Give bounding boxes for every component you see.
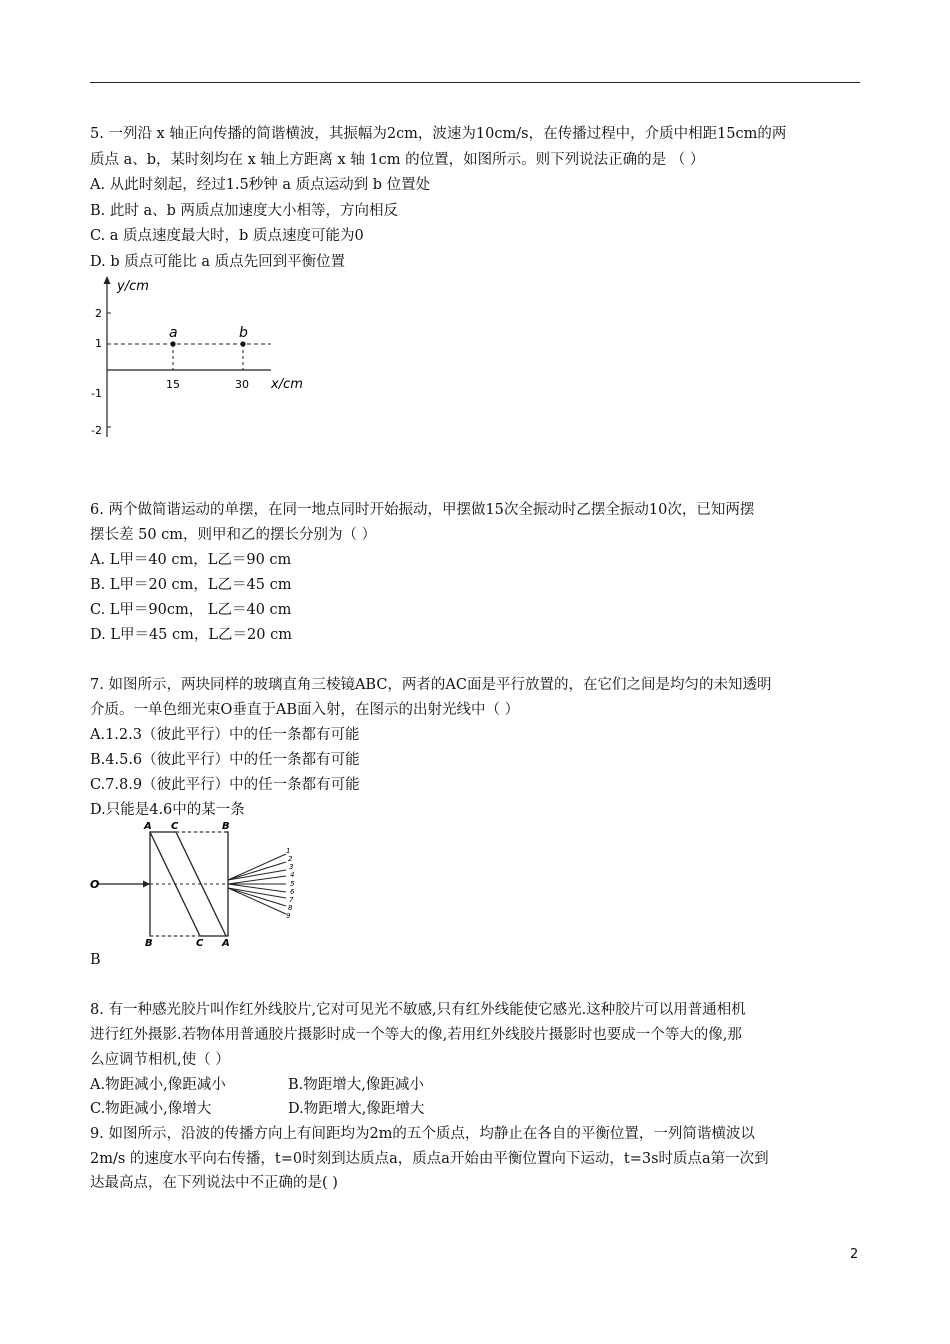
q7-option-b: B.4.5.6（彼此平行）中的任一条都有可能 [90,752,360,768]
q8-option-b: B.物距增大,像距减小 [288,1077,424,1093]
q6-option-b: B. L甲＝20 cm，L乙＝45 cm [90,577,292,593]
q5-y-tick-1: 1 [95,337,102,350]
q6-stem-line2: 摆长差 50 cm，则甲和乙的摆长分别为（ ） [90,527,377,543]
q7-label-bottom-b: B [145,938,153,948]
page-number: 2 [850,1247,859,1262]
q5-y-tick-minus1: -1 [91,387,102,400]
q7-stem-line1: 7. 如图所示，两块同样的玻璃直角三棱镜ABC，两者的AC面是平行放置的，在它们之间是均匀的未知透明 [90,677,772,693]
q7-ray-1: 1 [286,847,291,855]
q8-option-c: C.物距减小,像增大 [90,1101,212,1117]
q5-wave-figure [85,272,325,447]
q7-ray-8: 8 [288,904,293,912]
q8-stem-line3: 么应调节相机,使（ ） [90,1052,230,1068]
q5-stem-line2: 质点 a、b，某时刻均在 x 轴上方距离 x 轴 1cm 的位置，如图所示。则下列说法正确的是 （ ） [90,152,705,168]
q6-option-c: C. L甲＝90cm， L乙＝40 cm [90,602,292,618]
q7-ray-4: 4 [290,871,295,879]
q5-point-b [240,341,245,346]
q7-ray-2: 2 [288,855,293,863]
q9-stem-line1: 9. 如图所示，沿波的传播方向上有间距均为2m的五个质点，均静止在各自的平衡位置，一列简谐横波以 [90,1126,755,1142]
q5-option-d: D. b 质点可能比 a 质点先回到平衡位置 [90,254,346,270]
q5-option-c: C. a 质点速度最大时，b 质点速度可能为0 [90,228,364,244]
q8-stem-line2: 进行红外摄影.若物体用普通胶片摄影时成一个等大的像,若用红外线胶片摄影时也要成一个等大的像,那 [90,1027,742,1043]
q5-option-b: B. 此时 a、b 两质点加速度大小相等，方向相反 [90,203,399,219]
q9-stem-line3: 达最高点，在下列说法中不正确的是( ) [90,1175,338,1191]
q7-ray-9: 9 [286,912,291,920]
q7-label-top-a: A [144,821,152,832]
q5-option-a: A. 从此时刻起，经过1.5秒钟 a 质点运动到 b 位置处 [90,177,431,193]
q7-label-bottom-a: A [222,938,230,948]
q5-x-axis-label: x/cm [271,377,303,392]
q7-stem-line2: 介质。一单色细光束O垂直于AB面入射，在图示的出射光线中（ ） [90,702,520,718]
q5-point-a [170,341,175,346]
q7-option-d: D.只能是4.6中的某一条 [90,802,245,818]
q7-ray-7: 7 [289,896,294,904]
q5-x-tick-15: 15 [166,378,180,391]
q7-ray-5: 5 [290,880,295,888]
q6-stem-line1: 6. 两个做简谐运动的单摆，在同一地点同时开始振动，甲摆做15次全振动时乙摆全振动10次，已知两摆 [90,502,755,518]
q7-answer: B [90,952,101,968]
q9-stem-line2: 2m/s 的速度水平向右传播，t=0时刻到达质点a，质点a开始由平衡位置向下运动，t=3s时质点a第一次到 [90,1151,769,1167]
q5-stem-line1: 5. 一列沿 x 轴正向传播的简谐横波，其振幅为2cm，波速为10cm/s，在传播过程中，介质中相距15cm的两 [90,126,787,142]
q6-option-a: A. L甲＝40 cm，L乙＝90 cm [90,552,292,568]
q8-option-a: A.物距减小,像距减小 [90,1077,226,1093]
q8-option-d: D.物距增大,像距增大 [288,1101,425,1117]
q5-y-tick-minus2: -2 [91,424,102,437]
q5-y-tick-2: 2 [95,307,102,320]
q5-y-axis-label: y/cm [117,279,149,294]
q7-ray-6: 6 [290,888,295,896]
q7-label-bottom-c: C [196,938,204,948]
q7-option-c: C.7.8.9（彼此平行）中的任一条都有可能 [90,777,360,793]
q8-stem-line1: 8. 有一种感光胶片叫作红外线胶片,它对可见光不敏感,只有红外线能使它感光.这种胶片可以用普通相机 [90,1002,746,1018]
q7-label-top-b: B [222,821,230,832]
q7-ray-numbers [286,847,295,920]
q7-label-top-c: C [171,821,179,832]
q5-point-a-label: a [169,325,178,341]
header-rule [90,82,860,83]
q5-point-b-label: b [239,325,248,341]
q7-exit-rays [228,854,286,914]
q7-ray-3: 3 [289,863,294,871]
q6-option-d: D. L甲＝45 cm，L乙＝20 cm [90,627,292,643]
q7-option-a: A.1.2.3（彼此平行）中的任一条都有可能 [90,727,360,743]
q7-prism-figure [88,818,328,948]
q7-beam-label: O [90,878,100,891]
q5-x-tick-30: 30 [235,378,249,391]
